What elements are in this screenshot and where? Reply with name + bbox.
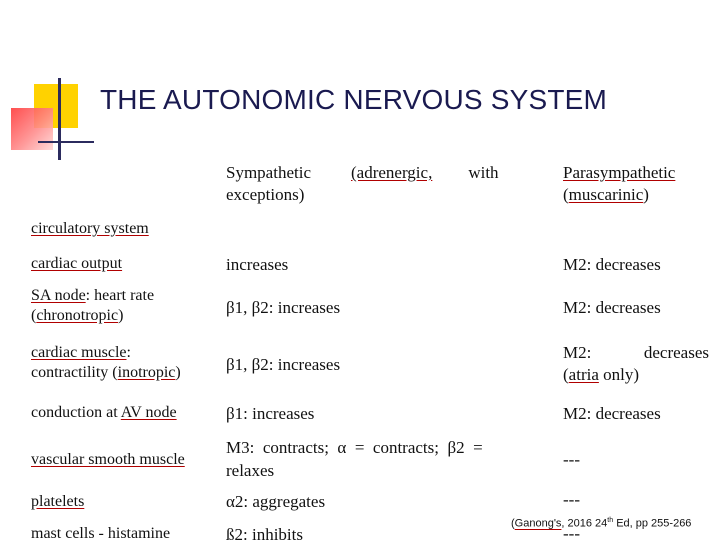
row-label-contractility: contractility ( [31, 364, 118, 381]
title-decoration-vertical-line [58, 78, 61, 160]
row-label-vascular-smooth-muscle: vascular smooth muscle [31, 451, 185, 468]
row-sym-mast-cells: ß2: inhibits [226, 525, 303, 544]
row-label-sa-node-rest: : heart rate [85, 287, 155, 304]
title-decoration-horizontal-line [38, 141, 94, 143]
row-label-av-node [31, 403, 177, 423]
row-label-cardiac-muscle-colon: : [126, 344, 131, 361]
slide-title: THE AUTONOMIC NERVOUS SYSTEM [100, 84, 608, 115]
row-label-sa-node-paren-close: ) [118, 307, 124, 324]
row-sym-cardiac-output: increases [226, 255, 289, 274]
header-parasympathetic [563, 162, 713, 206]
row-label-sa-node-term: SA node [31, 287, 86, 304]
row-label-mast-cells: mast cells - histamine [31, 525, 171, 542]
row-para-cardiac-muscle-m2: M2: [563, 343, 592, 362]
row-para-av-node: M2: decreases [563, 404, 661, 423]
row-para-cardiac-muscle-paren: ( [563, 365, 569, 384]
source-book-name: Ganong's [514, 517, 562, 530]
row-label-platelets: platelets [31, 493, 85, 510]
row-label-chronotropic: chronotropic [36, 307, 119, 324]
header-para-paren: ( [563, 185, 569, 204]
title-decoration-red-square [11, 108, 53, 150]
row-para-cardiac-muscle-decreases: decreases [643, 343, 709, 362]
row-para-cardiac-muscle [563, 342, 709, 386]
row-label-sa-node [31, 286, 154, 326]
row-para-atria: atria [568, 365, 599, 384]
header-sym-adrenergic-text: (adrenergic, [350, 163, 433, 182]
row-para-platelets: --- [563, 490, 580, 509]
header-para-muscarinic: muscarinic [568, 185, 644, 204]
row-para-sa-node: M2: decreases [563, 298, 661, 317]
row-sym-cardiac-muscle: β1, β2: increases [226, 355, 341, 374]
row-sym-vascular-line2: relaxes [226, 461, 275, 480]
row-sym-vascular-line1: M3: contracts; α = contracts; β2 = [226, 438, 483, 457]
row-sym-sa-node: β1, β2: increases [226, 298, 341, 317]
row-label-cardiac-output: cardiac output [31, 255, 123, 272]
row-para-vascular: --- [563, 450, 580, 469]
header-sym-with: with [468, 163, 499, 182]
header-sym-word: Sympathetic [226, 163, 311, 182]
row-para-mast-cells: --- [563, 524, 580, 543]
header-sym-adrenergic [351, 163, 432, 182]
row-sym-platelets: α2: aggregates [226, 492, 326, 511]
source-year-edition: , 2016 24 [561, 517, 608, 530]
row-para-cardiac-muscle-only: only) [598, 365, 640, 384]
row-label-cardiac-muscle-term: cardiac muscle [31, 344, 127, 361]
header-sympathetic [226, 162, 556, 206]
row-sym-av-node: β1: increases [226, 404, 315, 423]
source-superscript: th [607, 517, 614, 524]
row-para-cardiac-output: M2: decreases [563, 255, 661, 274]
row-label-cardiac-muscle [31, 343, 181, 383]
row-label-conduction: conduction at [31, 404, 121, 421]
row-label-cardiac-muscle-paren-close: ) [175, 364, 181, 381]
row-label-sa-node-paren: ( [31, 307, 37, 324]
source-paren: ( [511, 517, 515, 530]
header-sym-exceptions: exceptions) [226, 185, 305, 204]
source-pages: Ed, pp 255-266 [613, 517, 692, 530]
header-para-word: Parasympathetic [563, 163, 676, 182]
source-citation [511, 517, 691, 530]
row-label-av-node-term: AV node [120, 404, 177, 421]
section-circulatory-system: circulatory system [31, 220, 149, 237]
header-para-paren-close: ) [643, 185, 649, 204]
row-label-inotropic: inotropic [117, 364, 176, 381]
